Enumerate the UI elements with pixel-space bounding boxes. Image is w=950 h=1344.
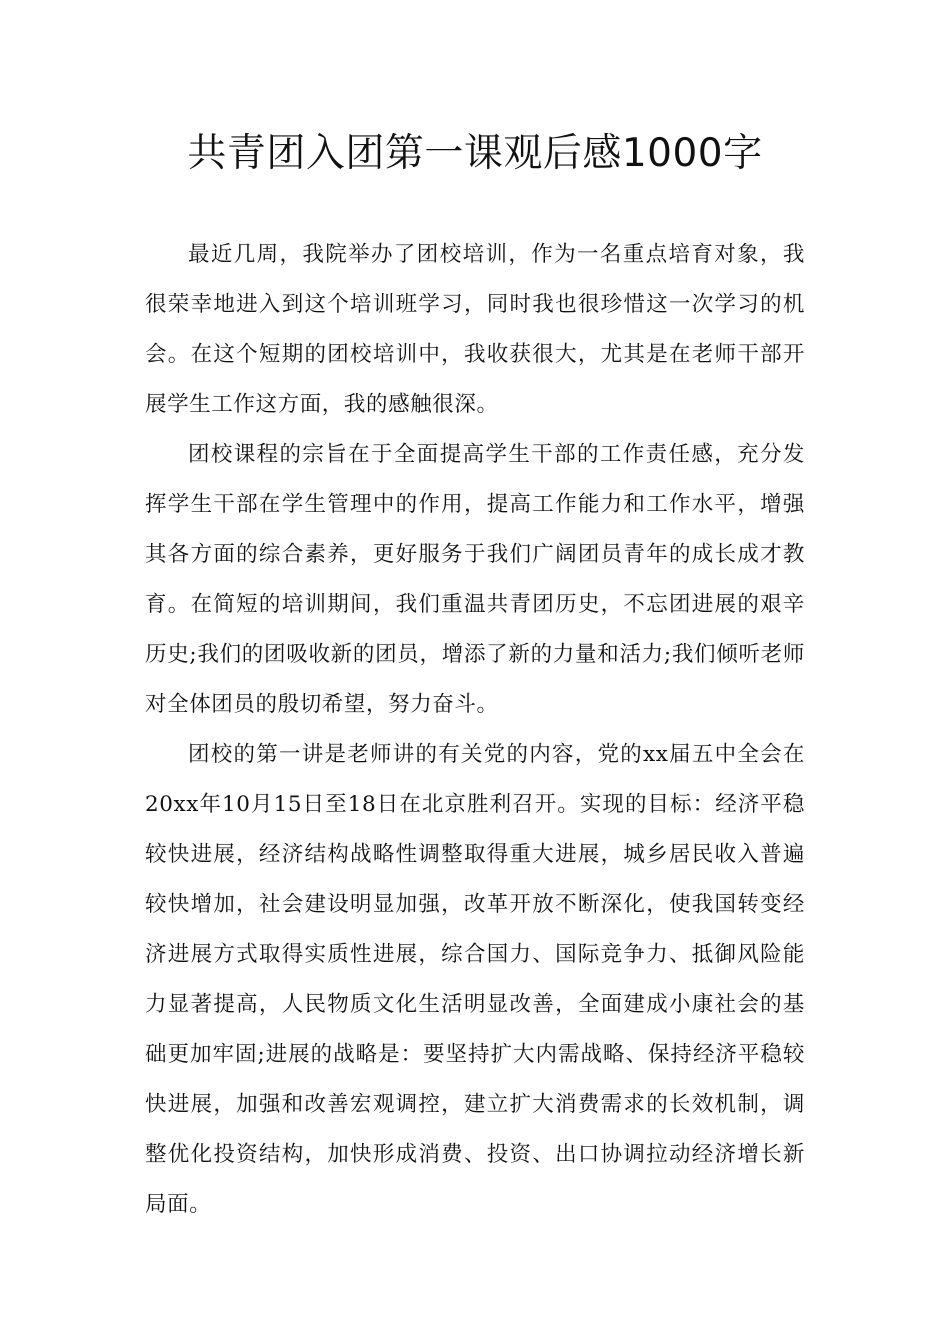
paragraph-2: 团校课程的宗旨在于全面提高学生干部的工作责任感，充分发挥学生干部在学生管理中的作用，提高工作能力和工作水平，增强其各方面的综合素养，更好服务于我们广阔团员青年的成长成才教育。在简短的培训期间，我们重温共青团历史，不忘团进展的艰辛历史;我们的团吸收新的团员，增添了新的力量和活力;我们倾听老师对全体团员的殷切希望，努力奋斗。 <box>145 442 805 717</box>
paragraph-3: 团校的第一讲是老师讲的有关党的内容，党的xx届五中全会在20xx年10月15日至18日在北京胜利召开。实现的目标：经济平稳较快进展，经济结构战略性调整取得重大进展，城乡居民收入普遍较快增加，社会建设明显加强，改革开放不断深化，使我国转变经济进展方式取得实质性进展，综合国力、国际竞争力、抵御风险能力显著提高，人民物质文化生活明显改善，全面建成小康社会的基础更加牢固;进展的战略是：要坚持扩大内需战略、保持经济平稳较快进展，加强和改善宏观调控，建立扩大消费需求的长效机制，调整优化投资结构，加快形成消费、投资、出口协调拉动经济增长新局面。 <box>145 742 805 1217</box>
paragraph-1: 最近几周，我院举办了团校培训，作为一名重点培育对象，我很荣幸地进入到这个培训班学习，同时我也很珍惜这一次学习的机会。在这个短期的团校培训中，我收获很大，尤其是在老师干部开展学生工作这方面，我的感触很深。 <box>145 242 805 417</box>
document-body <box>145 230 805 1230</box>
document-title: 共青团入团第一课观后感1000字 <box>187 131 763 176</box>
